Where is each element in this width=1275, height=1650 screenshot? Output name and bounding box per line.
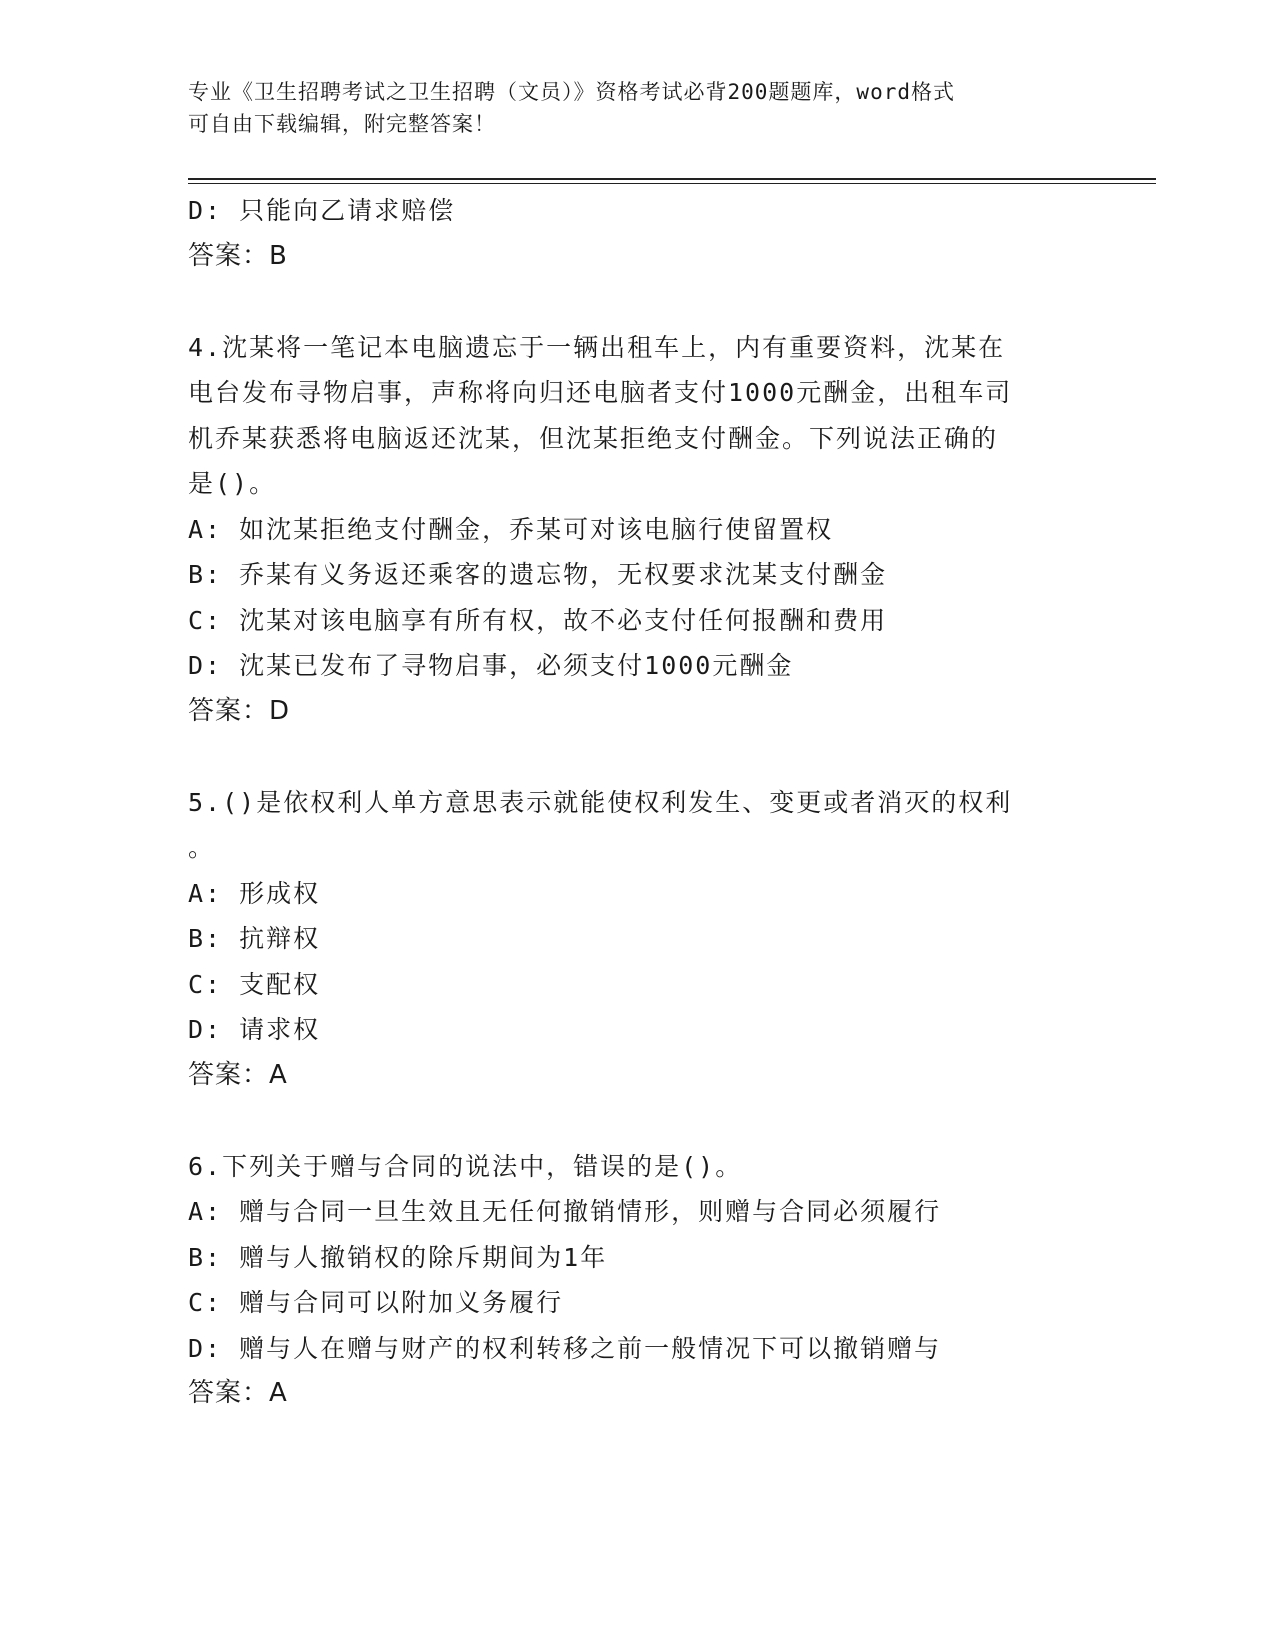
q4-stem-line: 电台发布寻物启事，声称将向归还电脑者支付1000元酬金，出租车司 <box>188 378 1013 407</box>
question-4 <box>188 325 1088 735</box>
question-list <box>188 188 1088 1417</box>
spacer <box>188 734 1088 780</box>
document-header <box>188 76 1088 140</box>
q5-option-c: C: 支配权 <box>188 969 321 999</box>
q4-stem-line: 机乔某获悉将电脑返还沈某，但沈某拒绝支付酬金。下列说法正确的 <box>188 423 999 453</box>
header-line-2: 可自由下载编辑，附完整答案！ <box>188 112 496 136</box>
spacer <box>188 1098 1088 1144</box>
q4-option-d: D: 沈某已发布了寻物启事，必须支付1000元酬金 <box>188 651 794 680</box>
q6-option-a: A: 赠与合同一旦生效且无任何撤销情形，则赠与合同必须履行 <box>188 1197 942 1226</box>
q6-answer: 答案：A <box>188 1378 288 1408</box>
q4-answer: 答案：D <box>188 695 291 726</box>
q6-option-b: B: 赠与人撤销权的除斥期间为1年 <box>188 1242 608 1272</box>
q5-option-b: B: 抗辩权 <box>188 924 321 953</box>
q5-stem-line: 。 <box>188 833 216 862</box>
question-5 <box>188 780 1088 1099</box>
question-6 <box>188 1144 1088 1417</box>
q3-answer: 答案：B <box>188 240 288 271</box>
q5-option-a: A: 形成权 <box>188 878 321 908</box>
header-divider-thin <box>188 183 1156 184</box>
q5-stem-line: 5.()是依权利人单方意思表示就能使权利发生、变更或者消灭的权利 <box>188 787 1013 817</box>
q4-stem-line: 4.沈某将一笔记本电脑遗忘于一辆出租车上，内有重要资料，沈某在 <box>188 332 1006 362</box>
q4-option-b: B: 乔某有义务返还乘客的遗忘物，无权要求沈某支付酬金 <box>188 560 888 589</box>
q6-option-d: D: 赠与人在赠与财产的权利转移之前一般情况下可以撤销赠与 <box>188 1333 942 1363</box>
q6-stem-line: 6.下列关于赠与合同的说法中，错误的是()。 <box>188 1151 743 1181</box>
header-divider-thick <box>188 178 1156 180</box>
spacer <box>188 279 1088 325</box>
q4-option-c: C: 沈某对该电脑享有所有权，故不必支付任何报酬和费用 <box>188 605 888 635</box>
question-3 <box>188 188 1088 279</box>
q5-answer: 答案：A <box>188 1059 288 1090</box>
header-line-1: 专业《卫生招聘考试之卫生招聘（文员）》资格考试必背200题题库，word格式 <box>188 80 955 104</box>
q4-stem-line: 是()。 <box>188 469 277 498</box>
q3-option-d: D: 只能向乙请求赔偿 <box>188 196 456 225</box>
q6-option-c: C: 赠与合同可以附加义务履行 <box>188 1288 564 1317</box>
q5-option-d: D: 请求权 <box>188 1015 321 1044</box>
q4-option-a: A: 如沈某拒绝支付酬金，乔某可对该电脑行使留置权 <box>188 514 834 544</box>
